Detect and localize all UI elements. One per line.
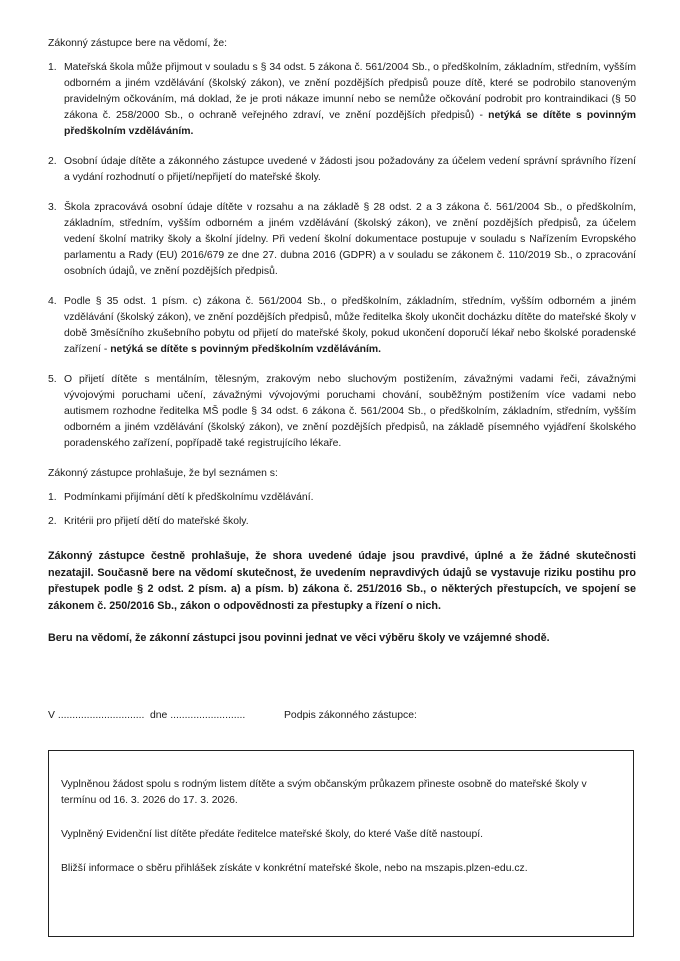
rule-number: 5.	[48, 374, 57, 385]
rule-item	[48, 294, 636, 358]
honor-statement: Zákonný zástupce čestně prohlašuje, že shora uvedené údaje jsou pravdivé, úplné a že žádné skutečnosti nezatajil. Současně bere na vědomí skutečnost, že uvedením nepravdivých údajů se vystavuje riziku postihu pro přestupek podle § 2 odst. 2 písm. a) a písm. b) zákona č. 251/2016 Sb., o některých přestupcích, ve spojení se zákonem č. 250/2016 Sb., zákon o odpovědnosti za přestupky a řízení o nich.	[48, 550, 636, 612]
intro-text: Zákonný zástupce bere na vědomí, že:	[48, 38, 228, 49]
acknowledged-number: 1.	[48, 492, 57, 503]
info-submit-text: Vyplněnou žádost spolu s rodným listem dítěte a svým občanským průkazem přineste osobně do mateřské školy v termínu od 16. 3. 2026 do 17. 3. 2026.	[61, 779, 587, 806]
rules-list	[48, 60, 636, 452]
rule-text: Mateřská škola může přijmout v souladu s § 34 odst. 5 zákona č. 561/2004 Sb., o předškolním, základním, středním, vyšším odborném a jiném vzdělávání (školský zákon), ve znění pozdějších předpisů pouze dítě, které se podrobilo stanoveným pravidelným očkováním, má doklad, že je proti nákaze imunní nebo se nemůže očkování podrobit pro kontraindikaci (§ 50 zákona č. 258/2000 Sb., o ochraně veřejného zdraví, ve znění pozdějších předpisů) -	[64, 62, 636, 121]
place-field: V ..............................	[48, 710, 145, 721]
info-box	[48, 750, 634, 937]
acknowledged-item	[48, 490, 636, 506]
rule-item	[48, 200, 636, 280]
info-evidence-text: Vyplněný Evidenční list dítěte předáte ředitelce mateřské školy, do které Vaše dítě nastoupí.	[61, 829, 484, 840]
signature-label: Podpis zákonného zástupce:	[284, 710, 417, 721]
rule-number: 2.	[48, 156, 57, 167]
signature-line	[48, 708, 636, 724]
rule-text: Podle § 35 odst. 1 písm. c) zákona č. 561/2004 Sb., o předškolním, základním, středním, vyšším odborném a jiném vzdělávání (školský zákon), ve znění pozdějších předpisů, může ředitelka školy ukončit docházku dítěte do mateřské školy v době 3měsíčního zkušebního pobytu od přijetí do mateřské školy, pokud ukončení doporučí lékař nebo školské poradenské zařízení -	[64, 296, 636, 355]
acknowledged-text: Podmínkami přijímání dětí k předškolnímu vzdělávání.	[64, 492, 314, 503]
rule-text: Škola zpracovává osobní údaje dítěte v rozsahu a na základě § 28 odst. 2 a 3 zákona č. 561/2004 Sb., o předškolním, základním, středním, vyšším odborném a jiném vzdělávání (školský zákon), ve znění pozdějších předpisů, za účelem vedení školní matriky školy a školní jídelny. Při vedení školní dokumentace postupuje v souladu s Nařízením Evropského parlamentu a Rady (EU) 2016/679 ze dne 27. dubna 2016 (GDPR) a v souladu se zákonem č. 110/2019 Sb., o zpracování osobních údajů, ve znění pozdějších předpisů.	[64, 202, 636, 277]
date-field: dne ..........................	[150, 710, 246, 721]
rule-number: 1.	[48, 62, 57, 73]
info-more-text: Bližší informace o sběru přihlášek získáte v konkrétní mateřské škole, nebo na mszapis.plzen-edu.cz.	[61, 863, 528, 874]
rule-text: O přijetí dítěte s mentálním, tělesným, zrakovým nebo sluchovým postižením, závažnými vadami řeči, závažnými vývojovými poruchami učení, závažnými vývojovými poruchami chování, souběžným postižením více vadami nebo autismem rozhodne ředitelka MŠ podle § 34 odst. 6 zákona č. 561/2004 Sb., o předškolním, základním, středním, vyšším odborném a jiném vzdělávání (školský zákon), ve znění pozdějších předpisů, na základě písemného vyjádření školského poradenského zařízení, popřípadě také registrujícího lékaře.	[64, 374, 636, 449]
rule-item	[48, 372, 636, 452]
rule-text: Osobní údaje dítěte a zákonného zástupce uvedené v žádosti jsou požadovány za účelem vedení správní správního řízení a vydání rozhodnutí o přijetí/nepřijetí do mateřské školy.	[64, 156, 636, 183]
rule-number: 3.	[48, 202, 57, 213]
rule-bold-note: netýká se dítěte s povinným předškolním vzděláváním.	[110, 344, 382, 355]
acknowledged-text: Kritérii pro přijetí dětí do mateřské školy.	[64, 516, 249, 527]
document-page	[48, 36, 637, 874]
rule-number: 4.	[48, 296, 57, 307]
rule-bold-note: netýká se dítěte s povinným předškolním vzděláváním.	[64, 110, 637, 137]
acknowledged-list	[48, 490, 636, 530]
rule-item	[48, 60, 636, 140]
declares-text: Zákonný zástupce prohlašuje, že byl seznámen s:	[48, 468, 278, 479]
rule-item	[48, 154, 636, 186]
acknowledged-number: 2.	[48, 516, 57, 527]
acknowledged-item	[48, 514, 636, 530]
agreement-statement: Beru na vědomí, že zákonní zástupci jsou povinni jednat ve věci výběru školy ve vzájemné shodě.	[48, 632, 550, 644]
